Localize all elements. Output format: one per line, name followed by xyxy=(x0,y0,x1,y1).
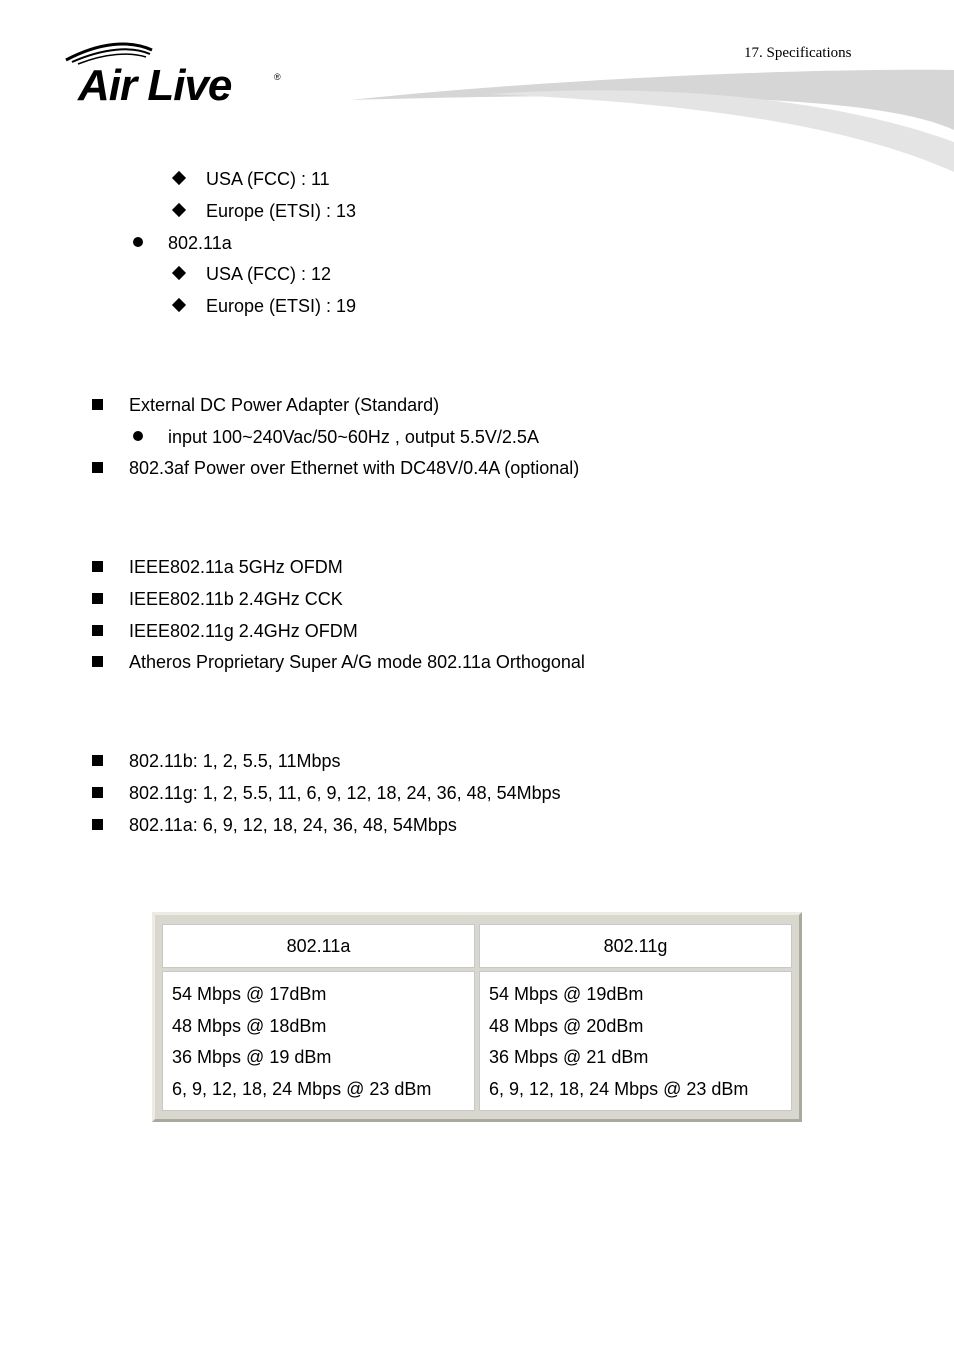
square-bullet-icon xyxy=(92,399,103,410)
header-swoosh-decoration xyxy=(340,60,954,190)
square-bullet-icon xyxy=(92,561,103,572)
square-bullet-icon xyxy=(92,593,103,604)
table-row: 54 Mbps @ 17dBm xyxy=(172,984,327,1004)
diamond-bullet-icon xyxy=(172,203,186,217)
channel-b-usa: USA (FCC) : 11 xyxy=(206,169,330,189)
square-bullet-icon xyxy=(92,755,103,766)
data-rate-item: 802.11g: 1, 2, 5.5, 11, 6, 9, 12, 18, 24, 36, 48, 54Mbps xyxy=(129,783,561,803)
section-heading: 17. Specifications xyxy=(744,45,852,61)
round-bullet-icon xyxy=(133,431,143,441)
modulation-item: IEEE802.11b 2.4GHz CCK xyxy=(129,589,343,609)
square-bullet-icon xyxy=(92,787,103,798)
svg-text:®: ® xyxy=(274,72,281,82)
table-row: 48 Mbps @ 20dBm xyxy=(489,1015,644,1036)
square-bullet-icon xyxy=(92,462,103,473)
channel-b-europe: Europe (ETSI) : 13 xyxy=(206,201,357,221)
power-adapter: External DC Power Adapter (Standard) xyxy=(129,395,440,415)
output-power-table xyxy=(152,912,802,1122)
svg-text:Air Live: Air Live xyxy=(78,61,232,108)
table-cell-80211g xyxy=(479,971,792,1111)
table-row: 6, 9, 12, 18, 24 Mbps @ 23 dBm xyxy=(172,1078,432,1099)
table-header-80211g: 802.11g xyxy=(479,924,792,968)
table-row: 48 Mbps @ 18dBm xyxy=(172,1015,327,1036)
table-header-80211a: 802.11a xyxy=(162,924,475,968)
channel-a-label: 802.11a xyxy=(168,233,232,253)
diamond-bullet-icon xyxy=(172,266,186,280)
data-rate-item: 802.11b: 1, 2, 5.5, 11Mbps xyxy=(129,751,341,771)
table-row: 36 Mbps @ 19 dBm xyxy=(172,1047,332,1067)
table-row: 54 Mbps @ 19dBm xyxy=(489,984,644,1004)
table-row: 6, 9, 12, 18, 24 Mbps @ 23 dBm xyxy=(489,1078,749,1099)
modulation-item: IEEE802.11g 2.4GHz OFDM xyxy=(129,621,358,641)
round-bullet-icon xyxy=(133,237,143,247)
square-bullet-icon xyxy=(92,819,103,830)
diamond-bullet-icon xyxy=(172,298,186,312)
channel-a-usa: USA (FCC) : 12 xyxy=(206,264,332,284)
diamond-bullet-icon xyxy=(172,171,186,185)
table-row: 36 Mbps @ 21 dBm xyxy=(489,1047,649,1067)
modulation-item: IEEE802.11a 5GHz OFDM xyxy=(129,557,343,577)
modulation-item: Atheros Proprietary Super A/G mode 802.11a Orthogonal xyxy=(129,652,585,672)
power-poe: 802.3af Power over Ethernet with DC48V/0.4A (optional) xyxy=(129,458,580,478)
channel-a-europe: Europe (ETSI) : 19 xyxy=(206,296,357,316)
power-adapter-spec: input 100~240Vac/50~60Hz , output 5.5V/2.5A xyxy=(168,427,539,447)
airlive-logo xyxy=(60,38,290,108)
square-bullet-icon xyxy=(92,656,103,667)
data-rate-item: 802.11a: 6, 9, 12, 18, 24, 36, 48, 54Mbps xyxy=(129,815,457,835)
table-cell-80211a xyxy=(162,971,475,1111)
square-bullet-icon xyxy=(92,625,103,636)
